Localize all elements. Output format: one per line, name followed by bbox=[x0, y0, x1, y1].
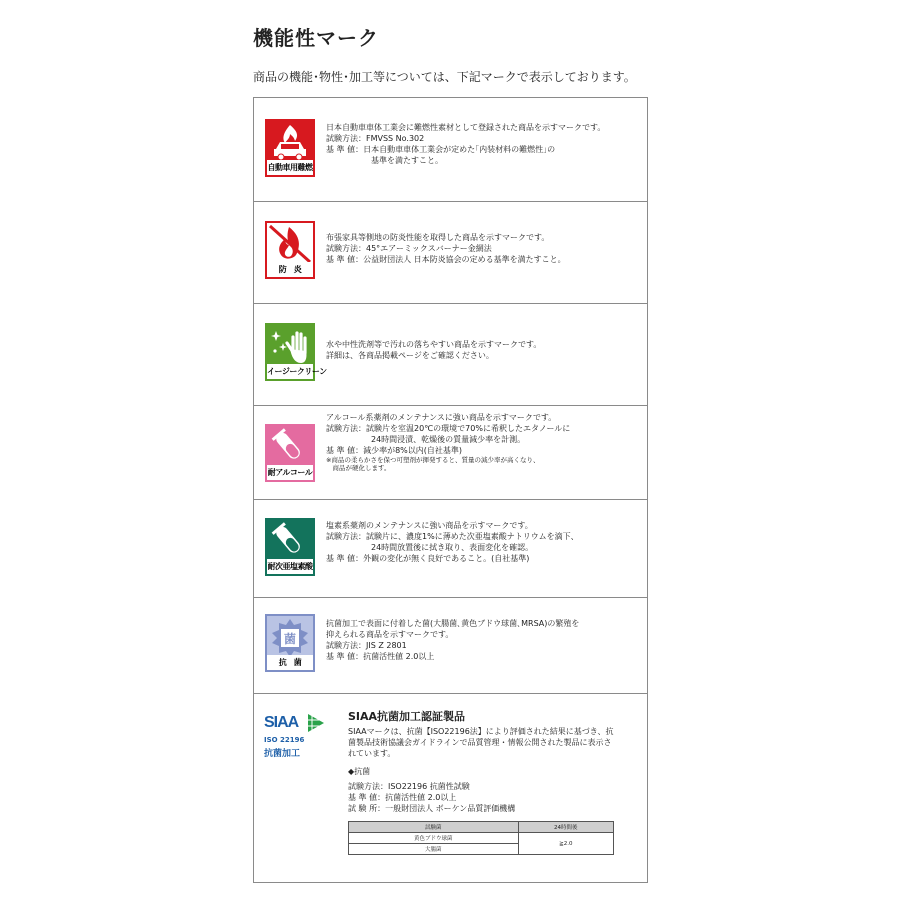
siaa-logo-label: 抗菌加工 bbox=[264, 749, 301, 759]
siaa-mark-icon bbox=[308, 714, 324, 732]
mark-row-hypochlorous bbox=[254, 500, 647, 598]
flame-icon bbox=[265, 221, 315, 279]
desc-line: 24時間浸漬、乾燥後の質量減少率を計測。 bbox=[371, 435, 526, 444]
desc-line: 基 準 値：抗菌活性値 2.0以上 bbox=[348, 793, 457, 802]
siaa-test-info bbox=[348, 766, 515, 814]
table-header: 試験菌 bbox=[349, 822, 519, 833]
desc-line: 基 準 値：減少率が8%以内(自社基準) bbox=[326, 446, 463, 455]
hand-sparkle-icon bbox=[265, 323, 327, 381]
desc-line: 抗菌加工で表面に付着した菌(大腸菌､黄色ブドウ球菌､MRSA)の繁殖を bbox=[326, 619, 580, 628]
desc-line: 試験方法：ISO22196 抗菌性試験 bbox=[348, 782, 470, 791]
desc-line: 塩素系薬剤のメンテナンスに強い商品を示すマークです。 bbox=[326, 521, 533, 530]
mark-label: 抗 菌 bbox=[267, 655, 313, 670]
desc-line: 詳細は、各商品掲載ページをご確認ください。 bbox=[326, 351, 494, 360]
desc-line: 基 準 値：抗菌活性値 2.0以上 bbox=[326, 652, 435, 661]
mark-label: イージークリーン bbox=[267, 364, 313, 379]
table-cell: 大腸菌 bbox=[349, 844, 519, 855]
desc-line: 試験方法：FMVSS No.302 bbox=[326, 134, 425, 143]
mark-row-alcohol bbox=[254, 406, 647, 500]
mark-description bbox=[326, 412, 570, 472]
table-cell: 黄色ブドウ球菌 bbox=[349, 833, 519, 844]
page-title: 機能性マーク bbox=[253, 26, 379, 50]
mark-label: 防 炎 bbox=[267, 262, 313, 277]
desc-line: 基準を満たすこと。 bbox=[371, 156, 443, 165]
siaa-title: SIAA抗菌加工認証製品 bbox=[348, 710, 466, 723]
mark-label: 耐次亜塩素酸 bbox=[267, 559, 313, 574]
desc-line: 試験方法：JIS Z 2801 bbox=[326, 641, 407, 650]
desc-note: ※商品の柔らかさを保つ可塑剤が揮発すると、質量の減少率が高くなり、 商品が硬化します。 bbox=[326, 456, 540, 472]
desc-line: 水や中性洗剤等で汚れの落ちやすい商品を示すマークです。 bbox=[326, 340, 542, 349]
siaa-results-table bbox=[348, 821, 614, 855]
mark-description bbox=[326, 232, 566, 265]
mark-description bbox=[326, 122, 605, 166]
desc-line: 24時間放置後に拭き取り、表面変化を確認。 bbox=[371, 543, 534, 552]
mark-label: 自動車用難燃 bbox=[267, 160, 313, 175]
desc-line: 試験方法：試験片に、濃度1%に薄めた次亜塩素酸ナトリウムを滴下、 bbox=[326, 532, 579, 541]
siaa-logo-iso: ISO 22196 bbox=[264, 736, 305, 744]
siaa-heading: ◆抗菌 bbox=[348, 767, 371, 776]
siaa-logo bbox=[264, 712, 324, 772]
mark-row-flame bbox=[254, 202, 647, 304]
svg-text:菌: 菌 bbox=[283, 632, 297, 646]
test-tube-green-icon bbox=[265, 518, 315, 576]
mark-description bbox=[326, 339, 541, 361]
siaa-logo-text: SIAA bbox=[264, 714, 299, 731]
intro-text: 商品の機能･物性･加工等については、下記マークで表示しております。 bbox=[253, 70, 636, 84]
desc-line: 基 準 値：外観の変化が無く良好であること。(自社基準) bbox=[326, 554, 530, 563]
antibacterial-icon bbox=[265, 614, 315, 672]
table-header: 24時間後 bbox=[518, 822, 613, 833]
desc-line: 基 準 値：日本自動車車体工業会が定めた｢内装材料の難燃性｣の bbox=[326, 145, 556, 154]
mark-row-siaa bbox=[254, 694, 647, 882]
mark-row-car-flame bbox=[254, 98, 647, 202]
desc-line: 布張家具等側地の防炎性能を取得した商品を示すマークです。 bbox=[326, 233, 550, 242]
desc-line: 日本自動車車体工業会に難燃性素材として登録された商品を示すマークです。 bbox=[326, 123, 606, 132]
desc-line: アルコール系薬剤のメンテナンスに強い商品を示すマークです。 bbox=[326, 413, 557, 422]
car-flame-icon bbox=[265, 119, 315, 177]
desc-line: 抑えられる商品を示すマークです。 bbox=[326, 630, 454, 639]
desc-line: 試験方法：45°エアーミックスバーナー金網法 bbox=[326, 244, 492, 253]
mark-row-easy-clean bbox=[254, 304, 647, 406]
desc-line: 基 準 値：公益財団法人 日本防炎協会の定める基準を満たすこと。 bbox=[326, 255, 566, 264]
table-cell: ≧2.0 bbox=[518, 833, 613, 855]
desc-line: 試験方法：試験片を室温20℃の環境で70%に希釈したエタノールに bbox=[326, 424, 571, 433]
siaa-body: SIAAマークは、抗菌【ISO22196法】により評価された結果に基づき、抗菌製品技術協議会ガイドラインで品質管理・情報公開された製品に表示されています。 bbox=[348, 727, 614, 758]
mark-row-antibacterial bbox=[254, 598, 647, 694]
mark-description bbox=[326, 520, 579, 564]
desc-line: 試 験 所：一般財団法人 ボーケン品質評価機構 bbox=[348, 804, 516, 813]
marks-panel bbox=[253, 97, 648, 883]
mark-description bbox=[326, 618, 579, 662]
mark-label: 耐アルコール bbox=[267, 465, 313, 480]
test-tube-pink-icon bbox=[265, 424, 315, 482]
